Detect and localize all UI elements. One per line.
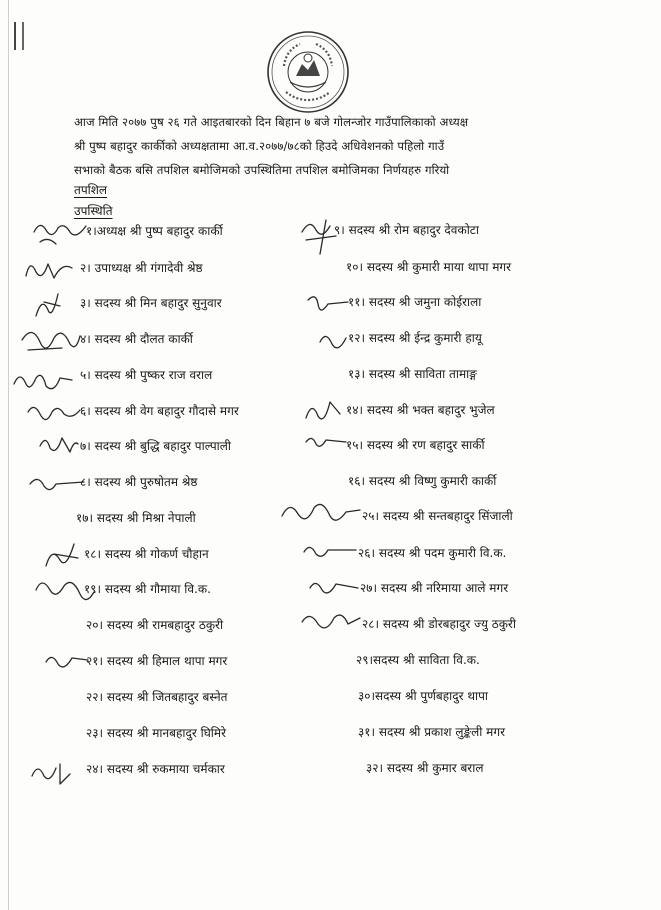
signature-15: [302, 430, 348, 454]
attendee-role: सदस्य: [380, 581, 407, 595]
attendee-number: १९।: [84, 582, 102, 596]
attendee-role: सदस्य: [94, 439, 121, 453]
attendee-role: सदस्य: [366, 438, 393, 452]
attendee-name: श्री पुर्णबहादुर थापा: [404, 689, 489, 703]
attendee-number: २३।: [86, 726, 104, 740]
attendee-number: २९।: [356, 653, 374, 667]
attendee-name: श्री डोरबहादुर ज्यु ठकुरी: [412, 617, 516, 631]
attendee-row: [80, 295, 222, 311]
attendee-row: [84, 546, 209, 562]
attendee-row: [362, 508, 513, 524]
attendee-role: सदस्य: [378, 725, 405, 739]
attendee-number: २२।: [86, 690, 104, 704]
signature-25: [276, 494, 362, 534]
attendee-row: [84, 581, 211, 597]
intro-line: श्री पुष्प बहादुर कार्कीको अध्यक्षतामा आ.व.२०७७/७८को हिउदे अधिवेशनको पहिलो गाउँ: [74, 139, 445, 153]
attendee-role: सदस्य: [106, 690, 133, 704]
attendee-number: ३०।: [358, 689, 376, 703]
attendee-role: सदस्य: [94, 368, 121, 382]
attendee-role: सदस्य: [382, 617, 409, 631]
official-seal: [266, 30, 350, 114]
attendee-role: सदस्य: [382, 509, 409, 523]
attendee-number: २।: [80, 261, 91, 275]
signature-24: [26, 756, 74, 788]
attendee-number: ९।: [334, 223, 345, 237]
attendee-row: [86, 689, 227, 705]
attendee-name: श्री पदम कुमारी वि.क.: [408, 546, 507, 560]
attendee-name: श्री सन्तबहादुर सिंजाली: [412, 509, 513, 523]
attendee-role: सदस्य: [368, 474, 395, 488]
attendee-role: सदस्य: [94, 332, 121, 346]
attendee-role: सदस्य: [368, 295, 395, 309]
signature-5: [10, 366, 76, 396]
attendee-number: २८।: [362, 617, 380, 631]
attendee-row: [76, 510, 196, 526]
attendee-number: २०।: [86, 618, 104, 632]
attendee-role: सदस्य: [94, 475, 121, 489]
signature-12: [316, 326, 352, 356]
attendee-number: ८।: [80, 475, 91, 489]
attendee-number: ५।: [80, 368, 91, 382]
attendee-number: २१।: [86, 654, 104, 668]
attendee-role: सदस्य: [386, 761, 413, 775]
signature-9: [296, 210, 342, 258]
attendee-name: श्री बुद्धि बहादुर पाल्पाली: [124, 439, 232, 453]
signature-18: [40, 536, 84, 576]
attendee-name: श्री रोम बहादुर देवकोटा: [378, 223, 479, 237]
signature-4: [18, 320, 84, 360]
attendee-number: १२।: [348, 331, 366, 345]
attendee-name: श्री गंगादेवी श्रेष्ठ: [135, 261, 203, 275]
attendee-row: [86, 761, 225, 777]
attendee-row: [346, 402, 495, 418]
signature-2: [22, 252, 76, 286]
attendee-row: [358, 688, 488, 704]
attendee-name: श्री भक्त बहादुर भुजेल: [396, 403, 495, 417]
attendee-name: श्री विष्णु कुमारी कार्की: [398, 474, 497, 488]
attendee-role: सदस्य: [96, 511, 123, 525]
attendee-number: १४।: [346, 403, 364, 417]
attendee-name: श्री कुमारी माया थापा मगर: [396, 260, 512, 274]
attendee-role: सदस्य: [104, 582, 131, 596]
attendee-role: सदस्य: [94, 404, 121, 418]
attendee-role: सदस्य: [375, 689, 402, 703]
signature-19: [32, 572, 98, 612]
attendee-name: श्री हिमाल थापा मगर: [136, 654, 228, 668]
attendee-row: [356, 652, 480, 668]
attendee-row: [346, 259, 511, 275]
attendee-number: ११।: [348, 295, 366, 309]
attendee-number: २६।: [358, 546, 376, 560]
attendee-name: श्री पुष्प बहादुर कार्की: [129, 224, 223, 238]
meeting-intro: [74, 110, 614, 182]
staple-mark: [14, 22, 24, 50]
attendee-name: श्री वेग बहादुर गौदासे मगर: [124, 404, 239, 418]
attendee-row: [80, 403, 239, 419]
attendee-name: श्री रुकमाया चर्मकार: [136, 762, 225, 776]
attendee-role: अध्यक्ष: [96, 224, 127, 238]
signature-27: [306, 574, 362, 600]
attendee-name: श्री गोकर्ण चौहान: [134, 547, 209, 561]
attendee-role: सदस्य: [106, 726, 133, 740]
attendee-number: २७।: [360, 581, 378, 595]
attendee-role: उपाध्यक्ष: [94, 261, 132, 275]
attendee-name: श्री ईन्द्र कुमारी हायू: [398, 331, 482, 345]
attendee-number: ३२।: [366, 761, 384, 775]
attendee-number: २४।: [86, 762, 104, 776]
attendee-row: [366, 760, 483, 776]
attendee-name: श्री पुरुषोतम श्रेष्ठ: [124, 475, 198, 489]
attendee-row: [86, 223, 223, 239]
attendee-number: १०।: [346, 260, 364, 274]
attendee-name: श्री नरिमाया आले मगर: [410, 581, 509, 595]
signature-6: [24, 396, 84, 426]
tapsil-heading: तपशिल: [74, 183, 108, 197]
attendee-name: श्री जितबहादुर बस्नेत: [136, 690, 228, 704]
attendee-name: श्री मानबहादुर घिमिरे: [136, 726, 226, 740]
attendee-role: सदस्य: [366, 403, 393, 417]
attendee-row: [86, 653, 227, 669]
attendee-row: [348, 473, 496, 489]
attendee-role: सदस्य: [366, 260, 393, 274]
attendee-role: सदस्य: [106, 618, 133, 632]
attendee-number: १।: [86, 224, 97, 238]
attendee-number: ३।: [80, 296, 91, 310]
attendee-name: श्री पुष्कर राज वराल: [124, 368, 213, 382]
signature-7: [36, 428, 80, 460]
attendee-row: [80, 260, 203, 276]
attendee-row: [80, 367, 212, 383]
attendee-number: १६।: [348, 474, 366, 488]
attendee-name: श्री जमुना कोईराला: [398, 295, 482, 309]
attendee-name: श्री साविता तामाङ्ग: [398, 367, 477, 381]
attendee-row: [86, 617, 223, 633]
attendee-name: श्री रण बहादुर सार्की: [396, 438, 485, 452]
signature-14: [300, 392, 346, 426]
attendee-role: सदस्य: [368, 367, 395, 381]
attendee-number: १३।: [348, 367, 366, 381]
page-edge: [8, 0, 9, 910]
attendee-name: श्री गौमाया वि.क.: [134, 582, 211, 596]
attendee-number: ६।: [80, 404, 91, 418]
signature-8: [26, 470, 88, 498]
attendee-role: सदस्य: [106, 654, 133, 668]
attendee-role: सदस्य: [106, 762, 133, 776]
attendee-role: सदस्य: [368, 331, 395, 345]
attendee-role: सदस्य: [348, 223, 375, 237]
attendee-row: [358, 724, 505, 740]
attendee-role: सदस्य: [373, 653, 400, 667]
attendee-number: ३१।: [358, 725, 376, 739]
attendee-row: [360, 580, 508, 596]
attendee-name: श्री मिन बहादुर सुनुवार: [124, 296, 222, 310]
attendee-row: [362, 616, 516, 632]
attendance-heading: उपस्थिति: [74, 204, 113, 218]
attendee-name: श्री दौलत कार्की: [124, 332, 193, 346]
attendee-number: ७।: [80, 439, 91, 453]
attendee-row: [348, 366, 477, 382]
attendee-name: श्री रामबहादुर ठकुरी: [136, 618, 224, 632]
attendee-row: [334, 222, 479, 238]
attendee-number: ४।: [80, 332, 91, 346]
signature-21: [42, 646, 92, 676]
attendee-name: श्री कुमार बराल: [416, 761, 484, 775]
attendee-row: [86, 725, 226, 741]
attendee-name: श्री मिश्रा नेपाली: [126, 511, 196, 525]
attendee-row: [346, 437, 485, 453]
attendee-role: सदस्य: [94, 296, 121, 310]
attendee-row: [80, 331, 193, 347]
attendee-number: १८।: [84, 547, 102, 561]
intro-line: आज मिति २०७७ पुष २६ गते आइतबारको दिन बिहान ७ बजे गोलन्जोर गाउँपालिकाको अध्यक्ष: [74, 115, 469, 129]
attendee-number: २५।: [362, 509, 380, 523]
attendee-number: १७।: [76, 511, 94, 525]
signature-28: [298, 606, 362, 636]
signature-1: [30, 214, 90, 254]
intro-line: सभाको बैठक बसि तपशिल बमोजिमको उपस्थितिमा तपशिल बमोजिमका निर्णयहरु गरियो: [74, 163, 450, 177]
attendee-row: [348, 294, 481, 310]
attendee-row: [358, 545, 506, 561]
attendee-role: सदस्य: [378, 546, 405, 560]
attendee-name: श्री प्रकाश लुङ्केली मगर: [408, 725, 505, 739]
attendee-number: १५।: [346, 438, 364, 452]
attendee-role: सदस्य: [104, 547, 131, 561]
signature-26: [300, 538, 360, 564]
attendee-name: श्री साविता वि.क.: [402, 653, 480, 667]
signature-11: [304, 290, 352, 320]
attendee-row: [348, 330, 482, 346]
attendee-row: [80, 438, 231, 454]
attendee-row: [80, 474, 197, 490]
